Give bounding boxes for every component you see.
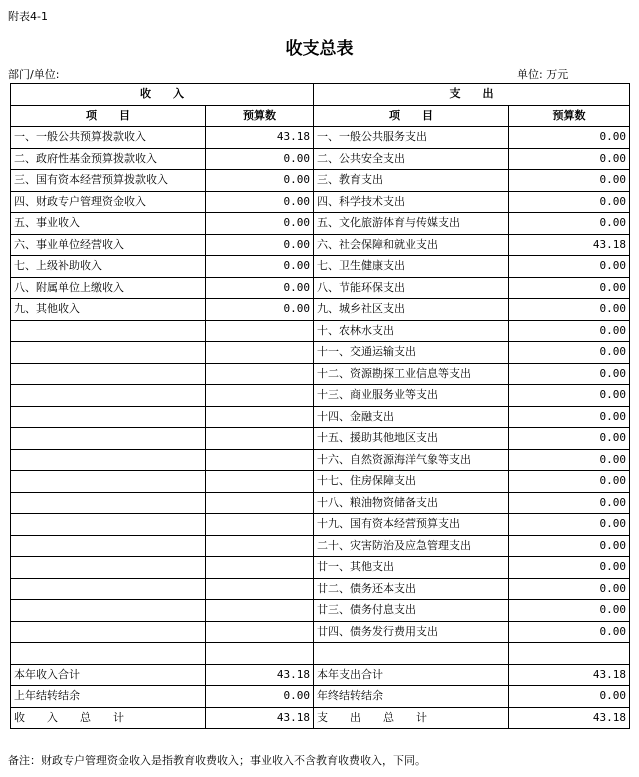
expense-item-label: 十七、住房保障支出 bbox=[314, 471, 509, 493]
income-item-header: 项 目 bbox=[11, 105, 206, 127]
income-grand-total-label: 收 入 总 计 bbox=[11, 707, 206, 729]
table-row bbox=[11, 449, 630, 471]
income-item-label: 四、财政专户管理资金收入 bbox=[11, 191, 206, 213]
income-item-label: 九、其他收入 bbox=[11, 299, 206, 321]
income-item-value: 0.00 bbox=[206, 256, 314, 278]
income-empty-cell bbox=[11, 578, 206, 600]
table-row bbox=[11, 127, 630, 149]
income-item-value: 0.00 bbox=[206, 299, 314, 321]
expense-item-label: 十五、援助其他地区支出 bbox=[314, 428, 509, 450]
expense-item-value: 0.00 bbox=[509, 170, 630, 192]
table-row bbox=[11, 600, 630, 622]
expense-item-label: 十三、商业服务业等支出 bbox=[314, 385, 509, 407]
expense-item-label: 八、节能环保支出 bbox=[314, 277, 509, 299]
expense-item-value: 0.00 bbox=[509, 363, 630, 385]
year-end-balance-value: 0.00 bbox=[509, 686, 630, 708]
expense-item-value: 0.00 bbox=[509, 385, 630, 407]
income-empty-value bbox=[206, 428, 314, 450]
expense-item-label: 十二、资源勘探工业信息等支出 bbox=[314, 363, 509, 385]
income-empty-value bbox=[206, 492, 314, 514]
income-current-total-value: 43.18 bbox=[206, 664, 314, 686]
expense-item-label: 廿二、债务还本支出 bbox=[314, 578, 509, 600]
expense-item-value: 0.00 bbox=[509, 449, 630, 471]
income-empty-value bbox=[206, 406, 314, 428]
income-budget-header: 预算数 bbox=[206, 105, 314, 127]
income-empty-value bbox=[206, 471, 314, 493]
income-empty-cell bbox=[11, 363, 206, 385]
income-item-label: 一、一般公共预算拨款收入 bbox=[11, 127, 206, 149]
table-row bbox=[11, 535, 630, 557]
prior-balance-value: 0.00 bbox=[206, 686, 314, 708]
income-item-value: 0.00 bbox=[206, 191, 314, 213]
expense-current-total-label: 本年支出合计 bbox=[314, 664, 509, 686]
blank-cell bbox=[509, 643, 630, 665]
income-empty-value bbox=[206, 449, 314, 471]
expense-item-value: 0.00 bbox=[509, 621, 630, 643]
expense-item-label: 九、城乡社区支出 bbox=[314, 299, 509, 321]
blank-cell bbox=[314, 643, 509, 665]
group-header-row bbox=[11, 84, 630, 106]
expense-item-label: 廿四、债务发行费用支出 bbox=[314, 621, 509, 643]
year-end-balance-label: 年终结转结余 bbox=[314, 686, 509, 708]
income-empty-cell bbox=[11, 342, 206, 364]
income-item-value: 43.18 bbox=[206, 127, 314, 149]
income-empty-value bbox=[206, 535, 314, 557]
income-empty-value bbox=[206, 578, 314, 600]
unit-label: 单位: 万元 bbox=[517, 68, 569, 81]
table-row bbox=[11, 170, 630, 192]
income-empty-cell bbox=[11, 320, 206, 342]
table-row bbox=[11, 428, 630, 450]
expense-item-label: 十一、交通运输支出 bbox=[314, 342, 509, 364]
expense-item-header: 项 目 bbox=[314, 105, 509, 127]
current-year-total-row bbox=[11, 664, 630, 686]
expense-item-value: 0.00 bbox=[509, 277, 630, 299]
expense-item-label: 廿一、其他支出 bbox=[314, 557, 509, 579]
income-empty-value bbox=[206, 342, 314, 364]
income-empty-value bbox=[206, 621, 314, 643]
table-body bbox=[11, 84, 630, 729]
table-row bbox=[11, 406, 630, 428]
expense-item-value: 0.00 bbox=[509, 428, 630, 450]
expense-item-label: 二、公共安全支出 bbox=[314, 148, 509, 170]
expense-item-label: 一、一般公共服务支出 bbox=[314, 127, 509, 149]
expense-item-value: 0.00 bbox=[509, 256, 630, 278]
expense-item-label: 七、卫生健康支出 bbox=[314, 256, 509, 278]
income-empty-cell bbox=[11, 492, 206, 514]
expense-item-label: 十、农林水支出 bbox=[314, 320, 509, 342]
table-row bbox=[11, 320, 630, 342]
income-item-label: 六、事业单位经营收入 bbox=[11, 234, 206, 256]
expense-item-label: 四、科学技术支出 bbox=[314, 191, 509, 213]
table-row bbox=[11, 277, 630, 299]
expense-item-value: 0.00 bbox=[509, 320, 630, 342]
footnote: 备注：财政专户管理资金收入是指教育收费收入；事业收入不含教育收费收入，下同。 bbox=[8, 754, 426, 767]
expense-item-value: 0.00 bbox=[509, 191, 630, 213]
expense-item-label: 五、文化旅游体育与传媒支出 bbox=[314, 213, 509, 235]
blank-row bbox=[11, 643, 630, 665]
expense-item-value: 0.00 bbox=[509, 600, 630, 622]
table-row bbox=[11, 234, 630, 256]
blank-cell bbox=[11, 643, 206, 665]
expense-item-value: 0.00 bbox=[509, 406, 630, 428]
expense-budget-header: 预算数 bbox=[509, 105, 630, 127]
income-empty-value bbox=[206, 320, 314, 342]
table-row bbox=[11, 471, 630, 493]
income-current-total-label: 本年收入合计 bbox=[11, 664, 206, 686]
expense-item-label: 十四、金融支出 bbox=[314, 406, 509, 428]
attachment-label: 附表4-1 bbox=[8, 10, 48, 23]
expense-item-value: 43.18 bbox=[509, 234, 630, 256]
table-row bbox=[11, 213, 630, 235]
income-item-label: 七、上级补助收入 bbox=[11, 256, 206, 278]
income-item-label: 二、政府性基金预算拨款收入 bbox=[11, 148, 206, 170]
table-row bbox=[11, 342, 630, 364]
income-empty-cell bbox=[11, 600, 206, 622]
expense-item-label: 二十、灾害防治及应急管理支出 bbox=[314, 535, 509, 557]
blank-cell bbox=[206, 643, 314, 665]
expense-item-value: 0.00 bbox=[509, 471, 630, 493]
expense-item-label: 三、教育支出 bbox=[314, 170, 509, 192]
expense-item-value: 0.00 bbox=[509, 127, 630, 149]
expense-item-label: 廿三、债务付息支出 bbox=[314, 600, 509, 622]
table-row bbox=[11, 256, 630, 278]
prior-balance-label: 上年结转结余 bbox=[11, 686, 206, 708]
expense-grand-total-label: 支 出 总 计 bbox=[314, 707, 509, 729]
expense-item-label: 六、社会保障和就业支出 bbox=[314, 234, 509, 256]
income-empty-cell bbox=[11, 621, 206, 643]
income-item-value: 0.00 bbox=[206, 148, 314, 170]
income-item-value: 0.00 bbox=[206, 170, 314, 192]
expense-current-total-value: 43.18 bbox=[509, 664, 630, 686]
expense-item-value: 0.00 bbox=[509, 299, 630, 321]
expense-item-value: 0.00 bbox=[509, 557, 630, 579]
table-row bbox=[11, 578, 630, 600]
income-empty-cell bbox=[11, 471, 206, 493]
page-title: 收支总表 bbox=[285, 39, 354, 59]
table-row bbox=[11, 299, 630, 321]
income-empty-cell bbox=[11, 449, 206, 471]
table-row bbox=[11, 621, 630, 643]
income-expense-table bbox=[10, 83, 630, 729]
table-row bbox=[11, 148, 630, 170]
income-grand-total-value: 43.18 bbox=[206, 707, 314, 729]
table-row bbox=[11, 385, 630, 407]
balance-row bbox=[11, 686, 630, 708]
table-row bbox=[11, 191, 630, 213]
expense-item-value: 0.00 bbox=[509, 342, 630, 364]
income-empty-value bbox=[206, 600, 314, 622]
expense-item-value: 0.00 bbox=[509, 535, 630, 557]
table-row bbox=[11, 363, 630, 385]
income-empty-value bbox=[206, 514, 314, 536]
income-empty-cell bbox=[11, 406, 206, 428]
income-item-value: 0.00 bbox=[206, 213, 314, 235]
income-item-value: 0.00 bbox=[206, 277, 314, 299]
income-empty-cell bbox=[11, 535, 206, 557]
income-empty-cell bbox=[11, 557, 206, 579]
expense-item-value: 0.00 bbox=[509, 213, 630, 235]
income-empty-value bbox=[206, 557, 314, 579]
table-row bbox=[11, 557, 630, 579]
expense-group-header: 支 出 bbox=[314, 84, 630, 106]
grand-total-row bbox=[11, 707, 630, 729]
expense-item-value: 0.00 bbox=[509, 514, 630, 536]
department-label: 部门/单位: bbox=[8, 68, 60, 81]
income-item-label: 三、国有资本经营预算拨款收入 bbox=[11, 170, 206, 192]
income-group-header: 收 入 bbox=[11, 84, 314, 106]
income-item-label: 八、附属单位上缴收入 bbox=[11, 277, 206, 299]
income-empty-cell bbox=[11, 514, 206, 536]
income-item-label: 五、事业收入 bbox=[11, 213, 206, 235]
expense-item-value: 0.00 bbox=[509, 148, 630, 170]
table-row bbox=[11, 492, 630, 514]
expense-item-label: 十八、粮油物资储备支出 bbox=[314, 492, 509, 514]
income-empty-value bbox=[206, 363, 314, 385]
expense-item-value: 0.00 bbox=[509, 578, 630, 600]
expense-item-label: 十九、国有资本经营预算支出 bbox=[314, 514, 509, 536]
column-header-row bbox=[11, 105, 630, 127]
expense-grand-total-value: 43.18 bbox=[509, 707, 630, 729]
table-row bbox=[11, 514, 630, 536]
expense-item-label: 十六、自然资源海洋气象等支出 bbox=[314, 449, 509, 471]
income-empty-cell bbox=[11, 428, 206, 450]
income-empty-value bbox=[206, 385, 314, 407]
income-empty-cell bbox=[11, 385, 206, 407]
expense-item-value: 0.00 bbox=[509, 492, 630, 514]
income-item-value: 0.00 bbox=[206, 234, 314, 256]
